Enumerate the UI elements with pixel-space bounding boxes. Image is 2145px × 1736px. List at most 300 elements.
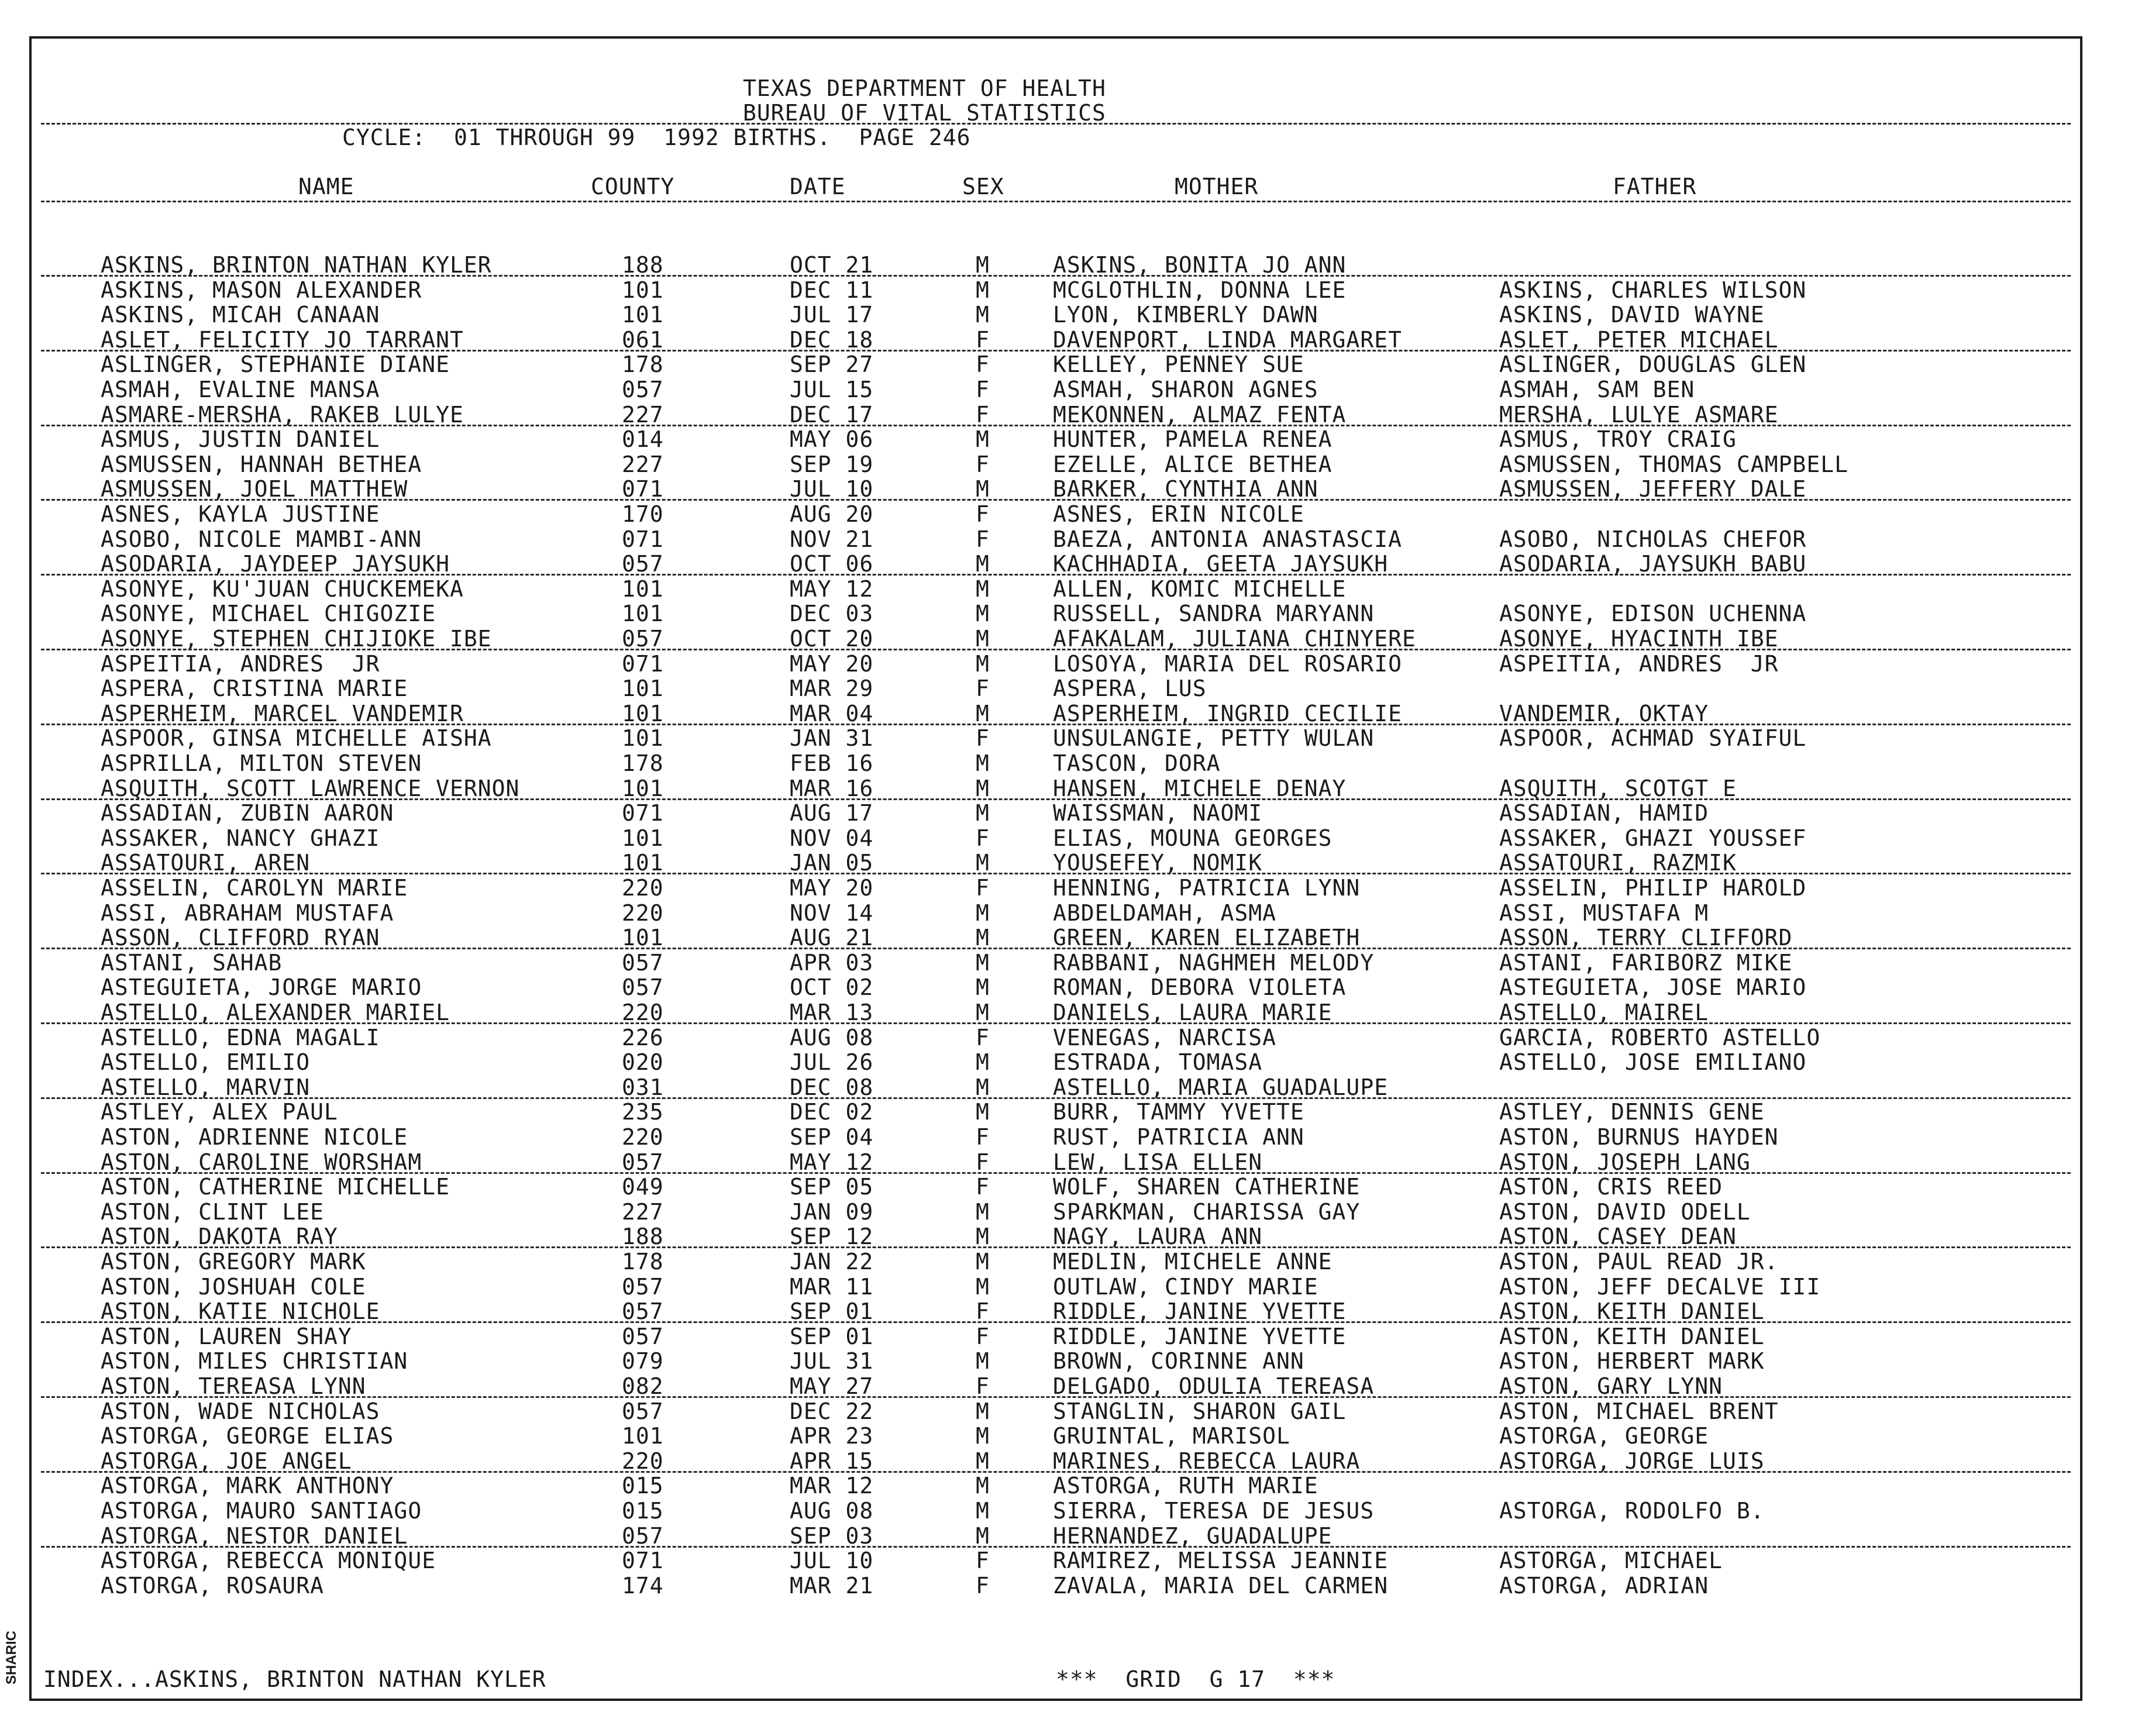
table-row — [0, 1100, 2145, 1124]
cell-mother: BARKER, CYNTHIA ANN — [1053, 476, 1318, 502]
cell-father: ASODARIA, JAYSUKH BABU — [1499, 551, 1807, 577]
cell-date: DEC 11 — [790, 277, 874, 303]
cell-mother: HUNTER, PAMELA RENEA — [1053, 426, 1333, 453]
cell-father: ASKINS, DAVID WAYNE — [1499, 302, 1765, 328]
cell-name: ASTON, JOSHUAH COLE — [101, 1273, 366, 1300]
cell-date: JAN 22 — [790, 1249, 874, 1275]
cell-mother: AFAKALAM, JULIANA CHINYERE — [1053, 626, 1416, 652]
table-row — [0, 1299, 2145, 1324]
cell-mother: UNSULANGIE, PETTY WULAN — [1053, 725, 1375, 752]
cell-father: ASTON, JOSEPH LANG — [1499, 1149, 1751, 1175]
table-row — [0, 1499, 2145, 1523]
table-row — [0, 452, 2145, 477]
table-row — [0, 726, 2145, 750]
cell-name: ASONYE, MICHAEL CHIGOZIE — [101, 601, 436, 627]
row-group-rule — [41, 425, 2071, 426]
cell-county: 101 — [622, 302, 664, 328]
table-row — [0, 1374, 2145, 1399]
cell-father: ASTELLO, MAIREL — [1499, 1000, 1709, 1025]
cell-name: ASMAH, EVALINE MANSA — [101, 377, 380, 402]
cell-name: ASTORGA, GEORGE ELIAS — [101, 1423, 394, 1449]
cell-mother: KELLEY, PENNEY SUE — [1053, 352, 1304, 378]
cell-county: 101 — [622, 850, 664, 876]
cell-sex: M — [976, 1498, 990, 1524]
cell-name: ASMUS, JUSTIN DANIEL — [101, 426, 380, 453]
cell-date: JAN 05 — [790, 850, 874, 876]
cell-date: MAR 12 — [790, 1473, 874, 1499]
cell-sex: F — [976, 1572, 990, 1599]
table-row — [0, 901, 2145, 925]
cell-date: SEP 19 — [790, 451, 874, 477]
cell-mother: RABBANI, NAGHMEH MELODY — [1053, 949, 1375, 976]
cell-sex: F — [976, 1149, 990, 1175]
table-row — [0, 253, 2145, 277]
cell-sex: F — [976, 1323, 990, 1349]
cell-date: OCT 20 — [790, 626, 874, 652]
cell-name: ASTORGA, MARK ANTHONY — [101, 1473, 394, 1499]
cell-sex: M — [976, 750, 990, 776]
cell-date: JUL 31 — [790, 1348, 874, 1375]
cell-county: 071 — [622, 800, 664, 826]
cell-county: 101 — [622, 277, 664, 303]
cell-name: ASNES, KAYLA JUSTINE — [101, 501, 380, 527]
cell-date: SEP 05 — [790, 1174, 874, 1200]
cell-mother: LYON, KIMBERLY DAWN — [1053, 302, 1318, 328]
cell-mother: DAVENPORT, LINDA MARGARET — [1053, 326, 1402, 353]
cell-name: ASSELIN, CAROLYN MARIE — [101, 875, 408, 901]
cell-sex: M — [976, 302, 990, 328]
cell-name: ASONYE, STEPHEN CHIJIOKE IBE — [101, 626, 492, 652]
cell-county: 057 — [622, 1323, 664, 1349]
table-row — [0, 427, 2145, 452]
cell-date: AUG 20 — [790, 501, 874, 527]
cell-father: ASLINGER, DOUGLAS GLEN — [1499, 352, 1807, 378]
cell-sex: M — [976, 1448, 990, 1474]
cell-mother: WOLF, SHAREN CATHERINE — [1053, 1174, 1361, 1200]
cell-mother: RAMIREZ, MELISSA JEANNIE — [1053, 1548, 1389, 1574]
cell-father: ASMUS, TROY CRAIG — [1499, 426, 1737, 453]
cell-date: AUG 08 — [790, 1024, 874, 1050]
cell-name: ASODARIA, JAYDEEP JAYSUKH — [101, 551, 450, 577]
cell-county: 188 — [622, 252, 664, 278]
cell-mother: ASNES, ERIN NICOLE — [1053, 501, 1304, 527]
table-row — [0, 1224, 2145, 1249]
cell-date: OCT 21 — [790, 252, 874, 278]
cell-county: 057 — [622, 377, 664, 402]
cell-date: MAY 27 — [790, 1373, 874, 1399]
cell-name: ASKINS, MICAH CANAAN — [101, 302, 380, 328]
cell-sex: M — [976, 252, 990, 278]
cell-mother: ESTRADA, TOMASA — [1053, 1049, 1263, 1076]
cell-name: ASTON, MILES CHRISTIAN — [101, 1348, 408, 1375]
cell-sex: M — [976, 576, 990, 602]
table-row — [0, 1424, 2145, 1448]
cell-sex: F — [976, 401, 990, 428]
cell-mother: SPARKMAN, CHARISSA GAY — [1053, 1198, 1361, 1225]
cell-mother: ZAVALA, MARIA DEL CARMEN — [1053, 1572, 1389, 1599]
cell-mother: HANSEN, MICHELE DENAY — [1053, 775, 1347, 801]
cell-father: ASTELLO, JOSE EMILIANO — [1499, 1049, 1807, 1076]
cell-name: ASKINS, BRINTON NATHAN KYLER — [101, 252, 492, 278]
cell-date: DEC 18 — [790, 326, 874, 353]
cell-father: ASOBO, NICHOLAS CHEFOR — [1499, 526, 1807, 552]
cell-name: ASTORGA, ROSAURA — [101, 1572, 325, 1599]
cell-date: SEP 12 — [790, 1224, 874, 1250]
cell-date: SEP 27 — [790, 352, 874, 378]
cell-county: 170 — [622, 501, 664, 527]
header-bureau: BUREAU OF VITAL STATISTICS — [743, 100, 1106, 126]
row-group-rule — [41, 499, 2071, 501]
cell-mother: BURR, TAMMY YVETTE — [1053, 1099, 1304, 1125]
table-row — [0, 1473, 2145, 1498]
cell-county: 057 — [622, 551, 664, 577]
cell-county: 057 — [622, 1149, 664, 1175]
cell-father: ASTON, HERBERT MARK — [1499, 1348, 1765, 1375]
table-row — [0, 1025, 2145, 1050]
footer-index: INDEX...ASKINS, BRINTON NATHAN KYLER — [43, 1666, 546, 1692]
cell-father: GARCIA, ROBERTO ASTELLO — [1499, 1024, 1821, 1050]
cell-date: APR 03 — [790, 949, 874, 976]
cell-father: ASTORGA, MICHAEL — [1499, 1548, 1723, 1574]
cell-name: ASPRILLA, MILTON STEVEN — [101, 750, 422, 776]
row-group-rule — [41, 574, 2071, 576]
column-header-mother: MOTHER — [1175, 174, 1259, 199]
cell-father: ASSON, TERRY CLIFFORD — [1499, 925, 1793, 951]
table-row — [0, 377, 2145, 402]
cell-county: 057 — [622, 1298, 664, 1325]
cell-father: ASPOOR, ACHMAD SYAIFUL — [1499, 725, 1807, 752]
cell-county: 071 — [622, 476, 664, 502]
table-row — [0, 1150, 2145, 1174]
cell-date: MAY 20 — [790, 875, 874, 901]
cell-date: DEC 22 — [790, 1398, 874, 1424]
cell-sex: F — [976, 377, 990, 402]
cell-father: ASTON, DAVID ODELL — [1499, 1198, 1751, 1225]
cell-county: 101 — [622, 725, 664, 752]
cell-county: 101 — [622, 700, 664, 726]
cell-mother: GRUINTAL, MARISOL — [1053, 1423, 1290, 1449]
row-group-rule — [41, 1471, 2071, 1473]
cell-mother: MCGLOTHLIN, DONNA LEE — [1053, 277, 1347, 303]
cell-sex: M — [976, 476, 990, 502]
cell-name: ASONYE, KU'JUAN CHUCKEMEKA — [101, 576, 464, 602]
cell-mother: RUST, PATRICIA ANN — [1053, 1124, 1304, 1150]
table-row — [0, 925, 2145, 950]
cell-date: DEC 02 — [790, 1099, 874, 1125]
cell-mother: MEDLIN, MICHELE ANNE — [1053, 1249, 1333, 1275]
cell-date: JAN 09 — [790, 1198, 874, 1225]
cell-county: 101 — [622, 925, 664, 951]
cell-sex: M — [976, 1423, 990, 1449]
cell-mother: ABDELDAMAH, ASMA — [1053, 900, 1277, 926]
table-row — [0, 328, 2145, 352]
cell-mother: TASCON, DORA — [1053, 750, 1221, 776]
cell-sex: F — [976, 875, 990, 901]
cell-sex: F — [976, 1298, 990, 1325]
cell-mother: DANIELS, LAURA MARIE — [1053, 1000, 1333, 1025]
cell-date: FEB 16 — [790, 750, 874, 776]
cell-sex: M — [976, 900, 990, 926]
column-header-date: DATE — [790, 174, 846, 199]
cell-date: JUL 10 — [790, 1548, 874, 1574]
cell-name: ASTELLO, MARVIN — [101, 1074, 311, 1100]
cell-date: JAN 31 — [790, 725, 874, 752]
cell-county: 220 — [622, 900, 664, 926]
row-group-rule — [41, 1097, 2071, 1099]
cell-county: 020 — [622, 1049, 664, 1076]
cell-date: SEP 04 — [790, 1124, 874, 1150]
cell-county: 031 — [622, 1074, 664, 1100]
cell-county: 014 — [622, 426, 664, 453]
cell-date: MAR 16 — [790, 775, 874, 801]
cell-name: ASQUITH, SCOTT LAWRENCE VERNON — [101, 775, 520, 801]
cell-date: MAY 12 — [790, 576, 874, 602]
cell-date: DEC 03 — [790, 601, 874, 627]
cell-county: 178 — [622, 352, 664, 378]
cell-mother: WAISSMAN, NAOMI — [1053, 800, 1263, 826]
table-row — [0, 1524, 2145, 1548]
cell-father: ASLET, PETER MICHAEL — [1499, 326, 1779, 353]
cell-sex: F — [976, 451, 990, 477]
row-group-rule — [41, 275, 2071, 277]
cell-mother: ASTELLO, MARIA GUADALUPE — [1053, 1074, 1389, 1100]
table-row — [0, 751, 2145, 776]
table-row — [0, 352, 2145, 377]
cell-county: 220 — [622, 875, 664, 901]
table-row — [0, 1125, 2145, 1149]
cell-sex: M — [976, 277, 990, 303]
table-row — [0, 626, 2145, 651]
cell-mother: STANGLIN, SHARON GAIL — [1053, 1398, 1347, 1424]
cell-mother: ELIAS, MOUNA GEORGES — [1053, 825, 1333, 851]
cell-mother: RIDDLE, JANINE YVETTE — [1053, 1323, 1347, 1349]
cell-mother: BAEZA, ANTONIA ANASTASCIA — [1053, 526, 1402, 552]
cell-sex: M — [976, 1074, 990, 1100]
cell-name: ASKINS, MASON ALEXANDER — [101, 277, 422, 303]
cell-sex: M — [976, 1398, 990, 1424]
cell-date: DEC 17 — [790, 401, 874, 428]
table-row — [0, 1573, 2145, 1598]
cell-father: ASTORGA, ADRIAN — [1499, 1572, 1709, 1599]
cell-mother: ASTORGA, RUTH MARIE — [1053, 1473, 1318, 1499]
cell-date: NOV 14 — [790, 900, 874, 926]
cell-father: ASTON, JEFF DECALVE III — [1499, 1273, 1821, 1300]
cell-county: 178 — [622, 750, 664, 776]
cell-mother: OUTLAW, CINDY MARIE — [1053, 1273, 1318, 1300]
table-row — [0, 1449, 2145, 1473]
cell-sex: M — [976, 700, 990, 726]
cell-name: ASSATOURI, AREN — [101, 850, 311, 876]
table-row — [0, 801, 2145, 825]
cell-mother: KACHHADIA, GEETA JAYSUKH — [1053, 551, 1389, 577]
cell-date: AUG 08 — [790, 1498, 874, 1524]
cell-father: ASMUSSEN, JEFFERY DALE — [1499, 476, 1807, 502]
cell-name: ASTORGA, MAURO SANTIAGO — [101, 1498, 422, 1524]
cell-father: ASTON, CASEY DEAN — [1499, 1224, 1737, 1250]
cell-name: ASTEGUIETA, JORGE MARIO — [101, 974, 422, 1001]
cell-sex: M — [976, 974, 990, 1001]
cell-mother: ASKINS, BONITA JO ANN — [1053, 252, 1347, 278]
cell-county: 188 — [622, 1224, 664, 1250]
cell-name: ASTELLO, EDNA MAGALI — [101, 1024, 380, 1050]
cell-date: APR 15 — [790, 1448, 874, 1474]
cell-father: ASTON, GARY LYNN — [1499, 1373, 1723, 1399]
cell-county: 057 — [622, 1398, 664, 1424]
table-row — [0, 1548, 2145, 1573]
cell-name: ASTLEY, ALEX PAUL — [101, 1099, 338, 1125]
cell-date: MAR 13 — [790, 1000, 874, 1025]
table-row — [0, 577, 2145, 601]
table-row — [0, 1275, 2145, 1299]
cell-sex: M — [976, 800, 990, 826]
cell-mother: BROWN, CORINNE ANN — [1053, 1348, 1304, 1375]
cell-father: ASTON, BURNUS HAYDEN — [1499, 1124, 1779, 1150]
cell-sex: F — [976, 352, 990, 378]
cell-county: 226 — [622, 1024, 664, 1050]
cell-mother: HERNANDEZ, GUADALUPE — [1053, 1523, 1333, 1549]
cell-date: JUL 26 — [790, 1049, 874, 1076]
cell-date: OCT 02 — [790, 974, 874, 1001]
cell-county: 015 — [622, 1498, 664, 1524]
cell-sex: M — [976, 1224, 990, 1250]
row-group-rule — [41, 724, 2071, 725]
cell-name: ASSON, CLIFFORD RYAN — [101, 925, 380, 951]
cell-date: JUL 17 — [790, 302, 874, 328]
cell-name: ASTORGA, JOE ANGEL — [101, 1448, 352, 1474]
table-row — [0, 701, 2145, 726]
table-row — [0, 477, 2145, 501]
cell-name: ASLINGER, STEPHANIE DIANE — [101, 352, 450, 378]
cell-county: 220 — [622, 1448, 664, 1474]
cell-mother: MEKONNEN, ALMAZ FENTA — [1053, 401, 1347, 428]
cell-mother: EZELLE, ALICE BETHEA — [1053, 451, 1333, 477]
row-group-rule — [41, 1546, 2071, 1548]
cell-name: ASSI, ABRAHAM MUSTAFA — [101, 900, 394, 926]
table-row — [0, 402, 2145, 427]
cell-name: ASTON, CAROLINE WORSHAM — [101, 1149, 422, 1175]
cell-father: ASTLEY, DENNIS GENE — [1499, 1099, 1765, 1125]
column-header-father: FATHER — [1613, 174, 1697, 199]
cell-father: ASONYE, HYACINTH IBE — [1499, 626, 1779, 652]
cell-county: 079 — [622, 1348, 664, 1375]
cell-mother: ASMAH, SHARON AGNES — [1053, 377, 1318, 402]
cell-date: MAY 20 — [790, 650, 874, 677]
cell-name: ASPEITIA, ANDRES JR — [101, 650, 380, 677]
cell-name: ASPERA, CRISTINA MARIE — [101, 676, 408, 702]
cell-sex: M — [976, 1523, 990, 1549]
cell-mother: DELGADO, ODULIA TEREASA — [1053, 1373, 1375, 1399]
cell-father: ASTON, MICHAEL BRENT — [1499, 1398, 1779, 1424]
cycle-line: CYCLE: 01 THROUGH 99 1992 BIRTHS. PAGE 246 — [342, 125, 971, 150]
margin-note: SHARIC — [4, 1630, 19, 1685]
cell-date: MAR 29 — [790, 676, 874, 702]
cell-county: 015 — [622, 1473, 664, 1499]
cell-mother: LOSOYA, MARIA DEL ROSARIO — [1053, 650, 1402, 677]
cell-name: ASLET, FELICITY JO TARRANT — [101, 326, 464, 353]
cell-date: MAY 06 — [790, 426, 874, 453]
cell-sex: F — [976, 676, 990, 702]
cell-mother: RIDDLE, JANINE YVETTE — [1053, 1298, 1347, 1325]
row-group-rule — [41, 1246, 2071, 1248]
row-group-rule — [41, 1022, 2071, 1024]
table-row — [0, 1050, 2145, 1074]
cell-father: VANDEMIR, OKTAY — [1499, 700, 1709, 726]
cell-name: ASTON, LAUREN SHAY — [101, 1323, 352, 1349]
header-agency: TEXAS DEPARTMENT OF HEALTH — [743, 75, 1106, 101]
table-row — [0, 1324, 2145, 1349]
cell-father: ASTON, KEITH DANIEL — [1499, 1298, 1765, 1325]
cell-father: ASMUSSEN, THOMAS CAMPBELL — [1499, 451, 1848, 477]
row-group-rule — [41, 1321, 2071, 1323]
cell-father: ASTON, KEITH DANIEL — [1499, 1323, 1765, 1349]
table-row — [0, 850, 2145, 875]
cell-name: ASTON, TEREASA LYNN — [101, 1373, 366, 1399]
cell-father: ASSAKER, GHAZI YOUSSEF — [1499, 825, 1807, 851]
cell-mother: ASPERHEIM, INGRID CECILIE — [1053, 700, 1402, 726]
cell-father: ASTORGA, GEORGE — [1499, 1423, 1709, 1449]
cell-name: ASMUSSEN, HANNAH BETHEA — [101, 451, 422, 477]
cell-date: AUG 17 — [790, 800, 874, 826]
cell-sex: F — [976, 1174, 990, 1200]
table-row — [0, 502, 2145, 526]
table-row — [0, 876, 2145, 900]
cell-county: 220 — [622, 1124, 664, 1150]
cell-sex: M — [976, 850, 990, 876]
cell-date: JUL 15 — [790, 377, 874, 402]
cell-sex: M — [976, 1473, 990, 1499]
cell-sex: M — [976, 1273, 990, 1300]
table-row — [0, 552, 2145, 576]
cell-mother: LEW, LISA ELLEN — [1053, 1149, 1263, 1175]
column-header-rule — [41, 201, 2071, 202]
cell-date: DEC 08 — [790, 1074, 874, 1100]
cell-name: ASPOOR, GINSA MICHELLE AISHA — [101, 725, 492, 752]
cell-mother: RUSSELL, SANDRA MARYANN — [1053, 601, 1375, 627]
cell-sex: M — [976, 1000, 990, 1025]
table-row — [0, 776, 2145, 801]
cell-sex: M — [976, 551, 990, 577]
cell-name: ASMARE-MERSHA, RAKEB LULYE — [101, 401, 464, 428]
cell-mother: SIERRA, TERESA DE JESUS — [1053, 1498, 1375, 1524]
cell-name: ASTON, DAKOTA RAY — [101, 1224, 338, 1250]
cell-sex: F — [976, 1548, 990, 1574]
cell-sex: M — [976, 1198, 990, 1225]
cell-name: ASTORGA, REBECCA MONIQUE — [101, 1548, 436, 1574]
cell-county: 101 — [622, 825, 664, 851]
row-group-rule — [41, 649, 2071, 650]
cell-father: ASSI, MUSTAFA M — [1499, 900, 1709, 926]
cell-father: ASSATOURI, RAZMIK — [1499, 850, 1737, 876]
cell-sex: F — [976, 1373, 990, 1399]
cell-sex: M — [976, 1049, 990, 1076]
column-header-county: COUNTY — [591, 174, 675, 199]
cell-name: ASTELLO, EMILIO — [101, 1049, 311, 1076]
cell-county: 235 — [622, 1099, 664, 1125]
cell-mother: HENNING, PATRICIA LYNN — [1053, 875, 1361, 901]
cell-county: 101 — [622, 676, 664, 702]
cell-father: ASKINS, CHARLES WILSON — [1499, 277, 1807, 303]
footer-grid: *** GRID G 17 *** — [1056, 1666, 1335, 1692]
cell-county: 227 — [622, 1198, 664, 1225]
column-header-name: NAME — [298, 174, 354, 199]
cell-sex: M — [976, 1348, 990, 1375]
row-group-rule — [41, 948, 2071, 949]
row-group-rule — [41, 1396, 2071, 1398]
table-row — [0, 950, 2145, 975]
cell-county: 227 — [622, 451, 664, 477]
cell-date: MAY 12 — [790, 1149, 874, 1175]
cell-father: ASTORGA, JORGE LUIS — [1499, 1448, 1765, 1474]
